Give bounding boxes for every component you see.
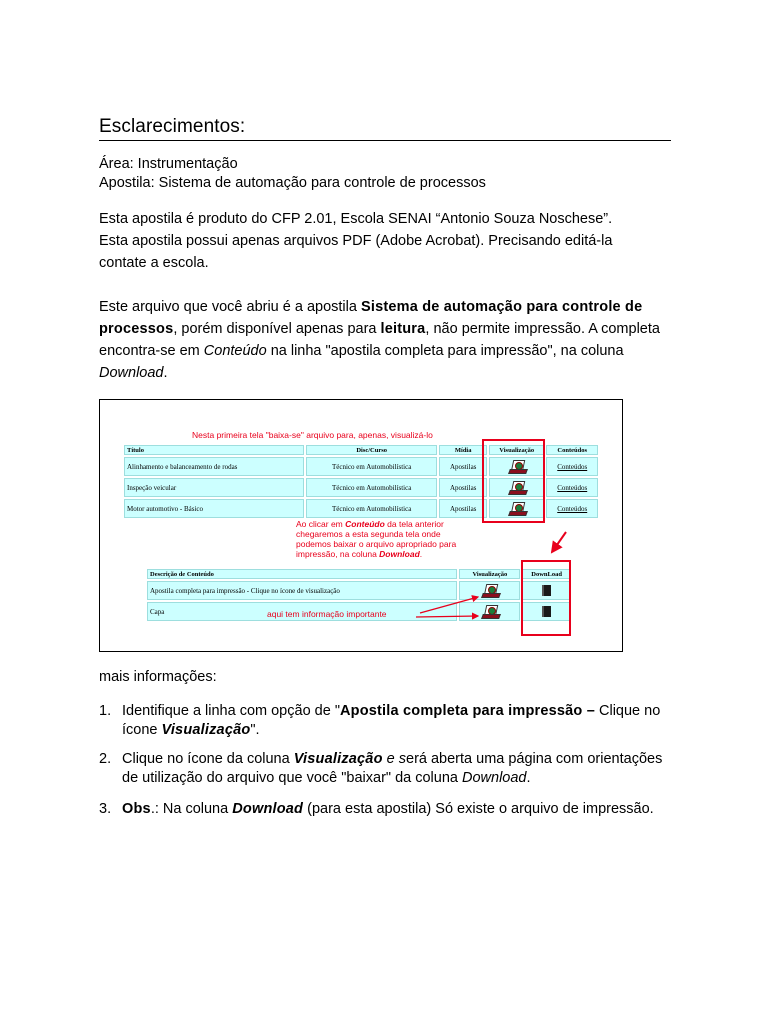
apostila-title-bold: Sistema de automação para controle de processos	[99, 299, 643, 337]
step1-visualizacao: Visualização	[161, 722, 251, 738]
conteudo-italic: Conteúdo	[203, 343, 267, 359]
row-curso: Técnico em Automobilística	[306, 457, 438, 476]
col-download: DownLoad	[522, 569, 571, 579]
conteudos-link[interactable]: Conteúdos	[546, 499, 598, 518]
title-underline	[99, 140, 671, 141]
step-2: 2. Clique no ícone da coluna Visualização e será aberta uma página com orientações de utilização do arquivo que você "baixar" da coluna Download.	[99, 751, 663, 786]
step3-download: Download	[232, 801, 304, 817]
row-midia: Apostilas	[439, 499, 487, 518]
row-titulo: Motor automotivo - Básico	[124, 499, 304, 518]
info-text-mid2: , não permite impressão. A completa encontra-se em	[99, 321, 660, 359]
caption-important-info: aqui tem informação importante	[267, 609, 387, 619]
step3-obs: Obs	[122, 801, 151, 817]
arrow-to-download	[552, 532, 566, 552]
row-curso: Técnico em Automobilística	[306, 499, 438, 518]
row-titulo: Alinhamento e balanceamento de rodas	[124, 457, 304, 476]
step-number: 1.	[99, 703, 112, 719]
intro-line-3: contate a escola.	[99, 255, 209, 271]
area-line: Área: Instrumentação	[99, 156, 238, 172]
annotation-arrows	[100, 400, 622, 651]
more-info-label: mais informações:	[99, 669, 217, 685]
info-text-mid1: , porém disponível apenas para	[173, 321, 381, 337]
step2-download: Download	[462, 770, 527, 786]
col-titulo: Título	[124, 445, 304, 455]
step2-visualizacao: Visualização	[293, 751, 383, 767]
info-paragraph	[99, 296, 674, 384]
col-midia: Mídia	[439, 445, 487, 455]
leitura-bold: leitura	[380, 321, 426, 337]
info-text-mid3: na linha "apostila completa para impressão", na coluna	[266, 343, 624, 359]
col-conteudos: Conteúdos	[546, 445, 598, 455]
area-info	[99, 155, 674, 193]
step-1: 1. Identifique a linha com opção de "Apostila completa para impressão – Clique no ícone Visualização".	[99, 703, 661, 738]
step-number: 3.	[99, 801, 112, 817]
info-text-pre: Este arquivo que você abriu é a apostila	[99, 299, 361, 315]
row-descricao: Apostila completa para impressão - Clique no ícone de visualização	[147, 581, 457, 600]
col-visualizacao: Visualização	[489, 445, 545, 455]
step-3: 3. Obs.: Na coluna Download (para esta apostila) Só existe o arquivo de impressão.	[99, 801, 654, 817]
instruction-screenshot	[99, 399, 623, 652]
intro-paragraph	[99, 208, 674, 274]
row-curso: Técnico em Automobilística	[306, 478, 438, 497]
arrow-to-visualizacao-row1	[420, 597, 478, 613]
row-midia: Apostilas	[439, 457, 487, 476]
info-text-end: .	[163, 365, 168, 381]
row-midia: Apostilas	[439, 478, 487, 497]
conteudos-link[interactable]: Conteúdos	[546, 478, 598, 497]
caption-first-screen: Nesta primeira tela "baixa-se" arquivo para, apenas, visualizá-lo	[192, 430, 433, 440]
step-number: 2.	[99, 751, 112, 767]
intro-line-2: Esta apostila possui apenas arquivos PDF (Adobe Acrobat). Precisando editá-la	[99, 233, 613, 249]
caption-second-screen: Ao clicar em Conteúdo da tela anterior chegaremos a esta segunda tela onde podemos baixar o arquivo apropriado para impressão, na coluna Download.	[296, 519, 457, 559]
arrow-to-visualizacao-row2	[416, 616, 478, 617]
conteudos-link[interactable]: Conteúdos	[546, 457, 598, 476]
col-descricao: Descrição de Conteúdo	[147, 569, 457, 579]
intro-line-1: Esta apostila é produto do CFP 2.01, Escola SENAI “Antonio Souza Noschese”.	[99, 211, 613, 227]
col-curso: Disc/Curso	[306, 445, 438, 455]
row-descricao: Capa	[147, 602, 457, 621]
download-italic: Download	[99, 365, 164, 381]
page-title: Esclarecimentos:	[99, 116, 246, 137]
col-visualizacao: Visualização	[459, 569, 520, 579]
row-titulo: Inspeção veicular	[124, 478, 304, 497]
step1-bold: Apostila completa para impressão –	[339, 703, 595, 719]
apostila-line: Apostila: Sistema de automação para controle de processos	[99, 175, 486, 191]
